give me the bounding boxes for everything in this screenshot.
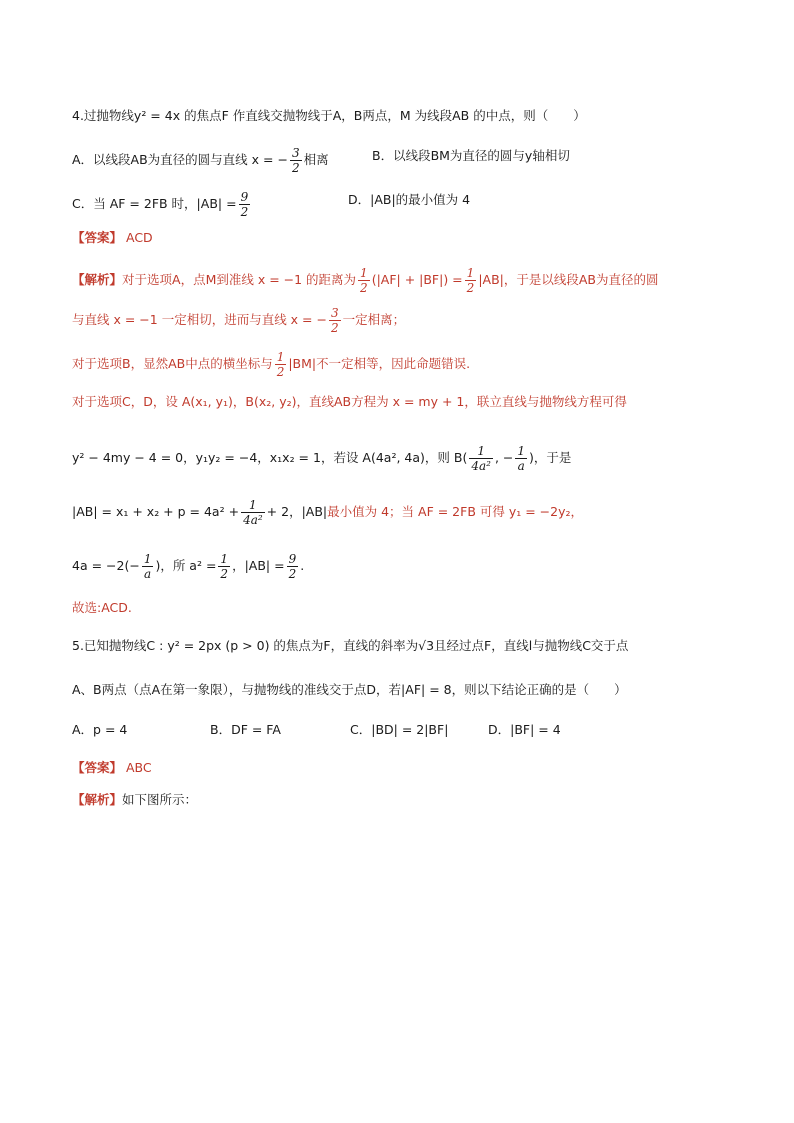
fraction [239,190,251,219]
text: 对于选项B，显然AB中点的横坐标与 [72,356,273,371]
analysis-tag: 【解析】 [72,792,123,807]
text: )，所 a² = [155,558,217,573]
frac-num: 1 [143,552,152,566]
frac-num: 1 [220,552,229,566]
frac-num: 1 [241,498,265,513]
q5-option-b: B．DF = FA [210,722,281,737]
q5-option-c: C．|BD| = 2|BF| [350,722,449,737]
frac-num: 3 [330,306,339,320]
text: 与直线 x = −1 一定相切，进而与直线 x = − [72,312,327,327]
q4-option-d: D．|AB|的最小值为 4 [348,192,471,207]
q5-answer [72,758,152,778]
q4-analysis-line6 [72,498,583,527]
answer-tag: 【答案】 [72,760,123,775]
frac-num: 1 [360,266,368,280]
frac-den: 4a² [243,513,263,527]
frac-den: 2 [288,567,297,581]
q4-option-a-tail: 相离 [303,152,329,167]
frac-den: 2 [240,205,249,219]
fraction [275,350,287,379]
text: )，于是 [529,450,572,465]
q5-option-a: A．p = 4 [72,722,128,737]
text: |BM|不一定相等，因此命题错误. [288,356,471,371]
text: (|AF| + |BF|) = [371,272,463,287]
fraction [515,444,527,473]
q4-option-c [72,190,252,219]
text: + 2，|AB| [266,504,328,519]
answer-tag: 【答案】 [72,230,123,245]
q4-analysis-line2 [72,306,405,335]
text: 4a = −2(− [72,558,140,573]
q4-options-row1 [72,146,570,175]
q5-analysis [72,790,197,810]
q5-stem-line2: A、B两点（点A在第一象限），与抛物线的准线交于点D，若|AF| = 8，则以下结论正确的是（ ） [72,682,627,697]
text: . [300,558,305,573]
q4-option-c-text: C．当 AF = 2FB 时，|AB| = [72,196,237,211]
frac-den: a [517,459,525,473]
text: 如下图所示： [122,792,198,807]
fraction [142,552,154,581]
q4-option-a-text: A．以线段AB为直径的圆与直线 x = − [72,152,288,167]
q4-analysis-line3 [72,350,470,379]
answer-value: ABC [126,760,152,775]
fraction [290,146,302,175]
fraction [287,552,299,581]
frac-den: 2 [360,281,368,295]
text: y² − 4my − 4 = 0，y₁y₂ = −4，x₁x₂ = 1，若设 A(4a², 4a)，则 B( [72,450,468,465]
text: 对于选项A，点M到准线 x = −1 的距离为 [122,272,357,287]
answer-value: ACD [126,230,153,245]
frac-num: 9 [240,190,249,204]
fraction [241,498,265,527]
frac-num: 1 [466,266,475,280]
q4-stem: 4.过抛物线y² = 4x 的焦点F 作直线交抛物线于A，B两点，M 为线段AB 的中点，则（ ） [72,108,586,123]
text: |AB|，于是以线段AB为直径的圆 [478,272,659,287]
text: |AB| = x₁ + x₂ + p = 4a² + [72,504,240,519]
q4-conclusion: 故选:ACD. [72,600,132,615]
q4-options-row2 [72,190,471,219]
frac-den: a [144,567,152,581]
q4-analysis-line4: 对于选项C，D，设 A(x₁, y₁)，B(x₂, y₂)，直线AB方程为 x = my + 1，联立直线与抛物线方程可得 [72,394,627,409]
frac-den: 2 [466,281,475,295]
q5-options [72,720,561,740]
q5-stem-line1: 5.已知抛物线C : y² = 2px (p > 0) 的焦点为F，直线的斜率为√3且经过点F，直线l与抛物线C交于点 [72,638,629,653]
q4-analysis-line7 [72,552,304,581]
frac-den: 4a² [471,459,491,473]
frac-num: 1 [517,444,526,458]
q4-analysis-line1 [72,266,659,295]
frac-den: 2 [330,321,339,335]
fraction [358,266,370,295]
frac-num: 1 [469,444,493,459]
q5-option-d: D．|BF| = 4 [488,722,561,737]
frac-num: 9 [288,552,297,566]
text: 最小值为 4；当 AF = 2FB 可得 y₁ = −2y₂， [327,504,584,519]
q4-answer [72,228,153,248]
analysis-tag: 【解析】 [72,272,123,287]
text: ，|AB| = [232,558,285,573]
q4-option-a [72,146,329,175]
frac-den: 2 [220,567,229,581]
fraction [469,444,493,473]
fraction [329,306,341,335]
text: 一定相离； [342,312,406,327]
text: , − [494,450,514,465]
fraction [218,552,230,581]
frac-num: 3 [291,146,300,160]
q4-analysis-line5 [72,444,571,473]
fraction [465,266,477,295]
frac-num: 1 [276,350,285,364]
frac-den: 2 [291,161,300,175]
frac-den: 2 [276,365,285,379]
q4-option-b: B．以线段BM为直径的圆与y轴相切 [372,148,570,163]
